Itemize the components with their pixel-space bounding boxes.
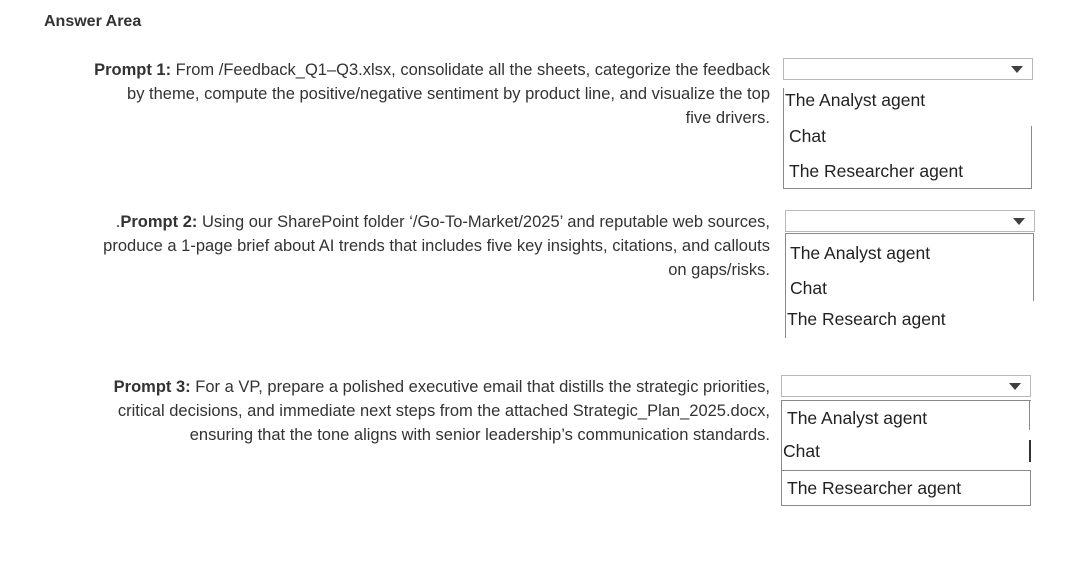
prompt-1-line-1: From /Feedback_Q1–Q3.xlsx, consolidate all the sheets, categorize the feedback [175,61,770,79]
chevron-down-icon [1013,218,1025,225]
prompt-3-option-analyst[interactable]: The Analyst agent [787,408,928,428]
prompt-1-option-chat[interactable]: Chat [789,126,826,146]
prompt-2-prefix: . [115,213,121,231]
list-border [783,188,1032,189]
prompt-1-line-2: by theme, compute the positive/negative sentiment by product line, and visualize the top [127,85,770,103]
list-border [783,88,784,188]
answer-area-title: Answer Area [44,13,142,30]
prompt-3-text [10,375,770,447]
list-border [785,233,786,338]
prompt-3-line-3: ensuring that the tone aligns with senior leadership’s communication standards. [189,426,770,444]
list-border [785,233,1034,234]
list-border [781,400,1031,401]
prompt-1-label: Prompt 1: [94,61,172,79]
list-border [1029,440,1031,462]
prompt-2-line-1: Using our SharePoint folder ‘/Go-To-Market/2025’ and reputable web sources, [201,213,770,231]
prompt-1-line-3: five drivers. [685,109,770,127]
prompt-1-text [10,58,770,130]
prompt-2-line-2: produce a 1-page brief about AI trends that includes five key insights, citations, and callouts [103,237,770,255]
prompt-3-line-2: critical decisions, and immediate next steps from the attached Strategic_Plan_2025.docx, [117,402,770,420]
list-border [781,505,1031,506]
prompt-2-dropdown[interactable] [785,210,1035,232]
chevron-down-icon [1009,383,1021,390]
prompt-1-dropdown[interactable] [783,58,1033,80]
list-border [1029,400,1030,430]
prompt-3-label: Prompt 3: [113,378,191,396]
prompt-1-option-analyst[interactable]: The Analyst agent [785,90,926,110]
list-border [781,470,1031,471]
prompt-2-option-analyst[interactable]: The Analyst agent [790,243,931,263]
prompt-3-option-chat[interactable]: Chat [783,441,820,461]
list-border [1033,233,1034,301]
prompt-2-option-researcher[interactable]: The Research agent [787,309,946,329]
prompt-2-option-chat[interactable]: Chat [790,278,827,298]
list-border [1030,470,1031,506]
prompt-3-line-1: For a VP, prepare a polished executive email that distills the strategic priorities, [195,378,770,396]
prompt-2-label: Prompt 2: [120,213,198,231]
chevron-down-icon [1011,66,1023,73]
prompt-3-dropdown[interactable] [781,375,1031,397]
prompt-2-text [10,210,770,282]
prompt-2-line-3: on gaps/risks. [668,261,770,279]
list-border [1031,126,1032,188]
prompt-3-option-researcher[interactable]: The Researcher agent [787,478,962,498]
list-border [781,400,782,506]
prompt-1-option-researcher[interactable]: The Researcher agent [789,161,964,181]
